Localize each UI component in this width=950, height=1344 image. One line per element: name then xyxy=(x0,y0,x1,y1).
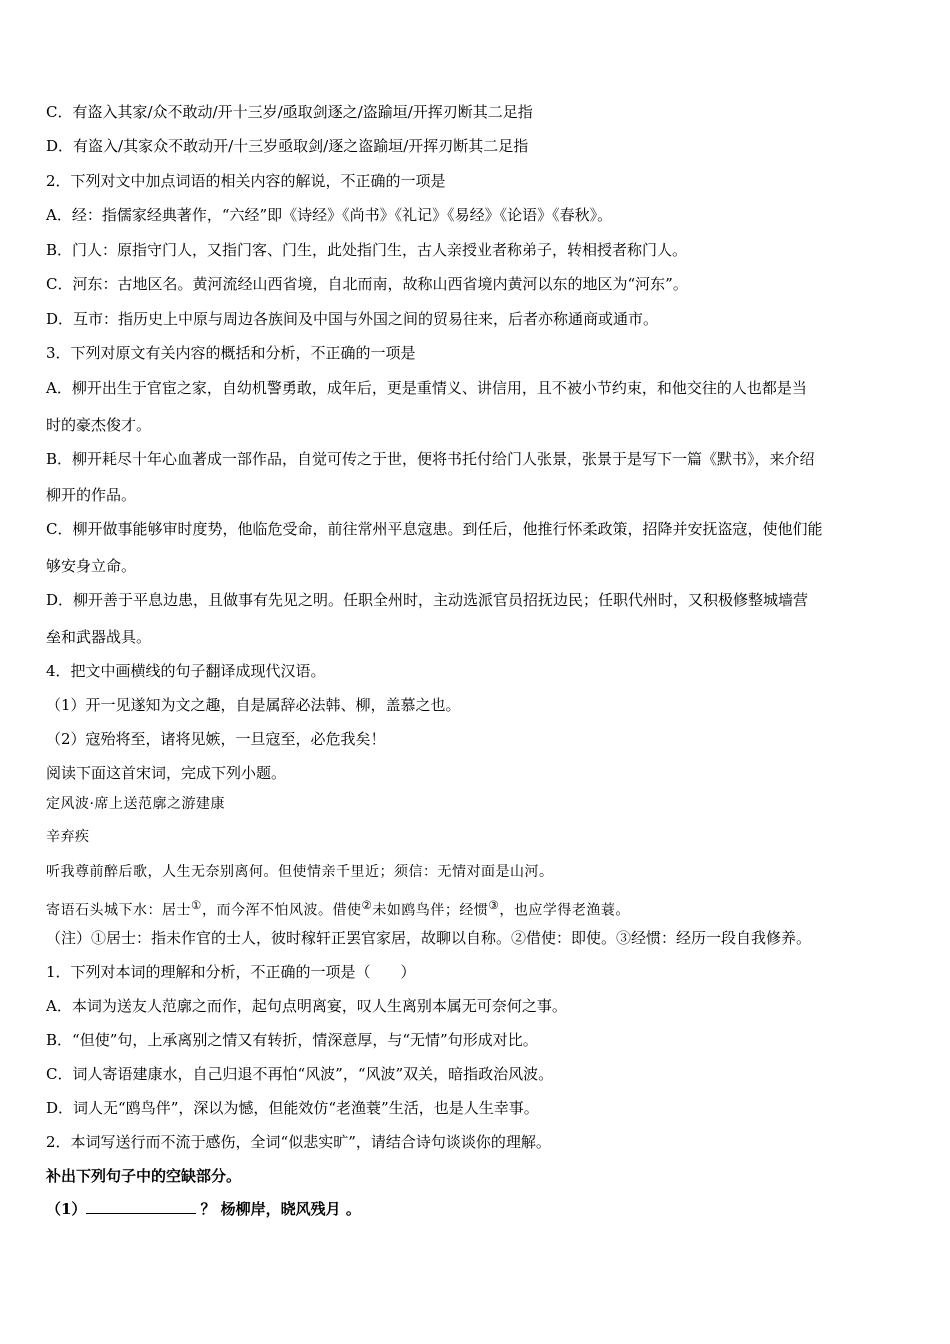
q2-option-a: A．经：指儒家经典著作，“六经”即《诗经》《尚书》《礼记》《易经》《论语》《春秋》。 xyxy=(46,206,613,224)
q2-option-c: C．河东：古地区名。黄河流经山西省境，自北而南，故称山西省境内黄河以东的地区为“河东”。 xyxy=(46,275,688,293)
poem-q1-option-c: C．词人寄语建康水，自己归退不再怕“风波”，“风波”双关，暗指政治风波。 xyxy=(46,1065,554,1083)
fill-item-1-text: ？ 杨柳岸，晓风残月 。 xyxy=(200,1200,361,1218)
footnote-2-marker: ② xyxy=(361,898,373,912)
poem-q2-stem: 2．本词写送行而不流于感伤，全词“似悲实旷”，请结合诗句谈谈你的理解。 xyxy=(46,1133,551,1151)
q3-option-b-line2: 柳开的作品。 xyxy=(46,486,137,504)
q3-option-c-line2: 够安身立命。 xyxy=(46,557,137,575)
q2-stem: 2．下列对文中加点词语的相关内容的解说，不正确的一项是 xyxy=(46,172,446,190)
poem-line-2-part-a: 寄语石头城下水：居士 xyxy=(46,902,191,919)
q3-option-c-line1: C．柳开做事能够审时度势，他临危受命，前往常州平息寇患。到任后，他推行怀柔政策，招降并安抚盗寇，使他们能 xyxy=(46,520,823,538)
poem-line-2-part-d: ，也应学得老渔蓑。 xyxy=(499,902,630,919)
footnote-3-marker: ③ xyxy=(488,898,500,912)
q3-option-d-line1: D．柳开善于平息边患，且做事有先见之明。任职全州时，主动选派官员招抚边民；任职代州时，又积极修整城墙营 xyxy=(46,591,809,609)
q3-option-a-line1: A．柳开出生于官宦之家，自幼机警勇敢，成年后，更是重情义、讲信用，且不被小节约束，和他交往的人也都是当 xyxy=(46,379,807,397)
q4-sentence-2: （2）寇殆将至，诸将见嫉，一旦寇至，必危我矣！ xyxy=(46,730,386,748)
poem-q1-option-d: D．词人无“鸥鸟伴”，深以为憾，但能效仿“老渔蓑”生活，也是人生幸事。 xyxy=(46,1099,539,1117)
q2-option-b: B．门人：原指守门人，又指门客、门生，此处指门生，古人亲授业者称弟子，转相授者称门人。 xyxy=(46,241,688,259)
poem-title: 定风波·席上送范廓之游建康 xyxy=(46,796,225,812)
q1-option-d: D．有盗入/其家众不敢动开/十三岁亟取剑/逐之盗踰垣/开挥刃断其二足指 xyxy=(46,137,529,155)
q1-option-c: C．有盗入其家/众不敢动/开十三岁/亟取剑逐之/盗踰垣/开挥刃断其二足指 xyxy=(46,103,533,121)
poem-line-2-part-c: 未如鸥鸟伴；经惯 xyxy=(372,902,489,919)
fill-heading: 补出下列句子中的空缺部分。 xyxy=(46,1167,242,1185)
q4-stem: 4．把文中画横线的句子翻译成现代汉语。 xyxy=(46,662,326,680)
poem-line-1: 听我尊前醉后歌，人生无奈别离何。但使情亲千里近；须信：无情对面是山河。 xyxy=(46,864,554,880)
q3-option-d-line2: 垒和武器战具。 xyxy=(46,628,152,646)
q3-stem: 3．下列对原文有关内容的概括和分析，不正确的一项是 xyxy=(46,344,416,362)
fill-item-1-number: （1） xyxy=(46,1200,87,1218)
poem-line-2-part-b: ，而今浑不怕风波。借使 xyxy=(201,902,362,919)
poem-line-2 xyxy=(46,895,630,921)
fill-item-1 xyxy=(46,1199,361,1219)
poem-notes: （注）①居士：指未作官的士人，彼时稼轩正罢官家居，故聊以自称。②借使：即使。③经惯：经历一段自我修养。 xyxy=(46,929,812,947)
q3-option-a-line2: 时的豪杰俊才。 xyxy=(46,416,152,434)
fill-blank[interactable] xyxy=(86,1199,196,1214)
poem-intro: 阅读下面这首宋词，完成下列小题。 xyxy=(46,764,287,782)
q4-sentence-1: （1）开一见遂知为文之趣，自是属辞必法韩、柳，盖慕之也。 xyxy=(46,696,461,714)
poem-q1-stem: 1．下列对本词的理解和分析，不正确的一项是（ ） xyxy=(46,963,416,981)
footnote-1-marker: ① xyxy=(191,898,202,912)
poem-q1-option-b: B．“但使”句，上承离别之情又有转折，情深意厚，与“无情”句形成对比。 xyxy=(46,1031,538,1049)
poem-q1-option-a: A．本词为送友人范廓之而作，起句点明离宴，叹人生离别本属无可奈何之事。 xyxy=(46,997,567,1015)
q3-option-b-line1: B．柳开耗尽十年心血著成一部作品，自觉可传之于世，便将书托付给门人张景，张景于是写下一篇《默书》，来介绍 xyxy=(46,450,815,468)
poem-author: 辛弃疾 xyxy=(46,829,90,845)
q2-option-d: D．互市：指历史上中原与周边各族间及中国与外国之间的贸易往来，后者亦称通商或通市。 xyxy=(46,310,659,328)
